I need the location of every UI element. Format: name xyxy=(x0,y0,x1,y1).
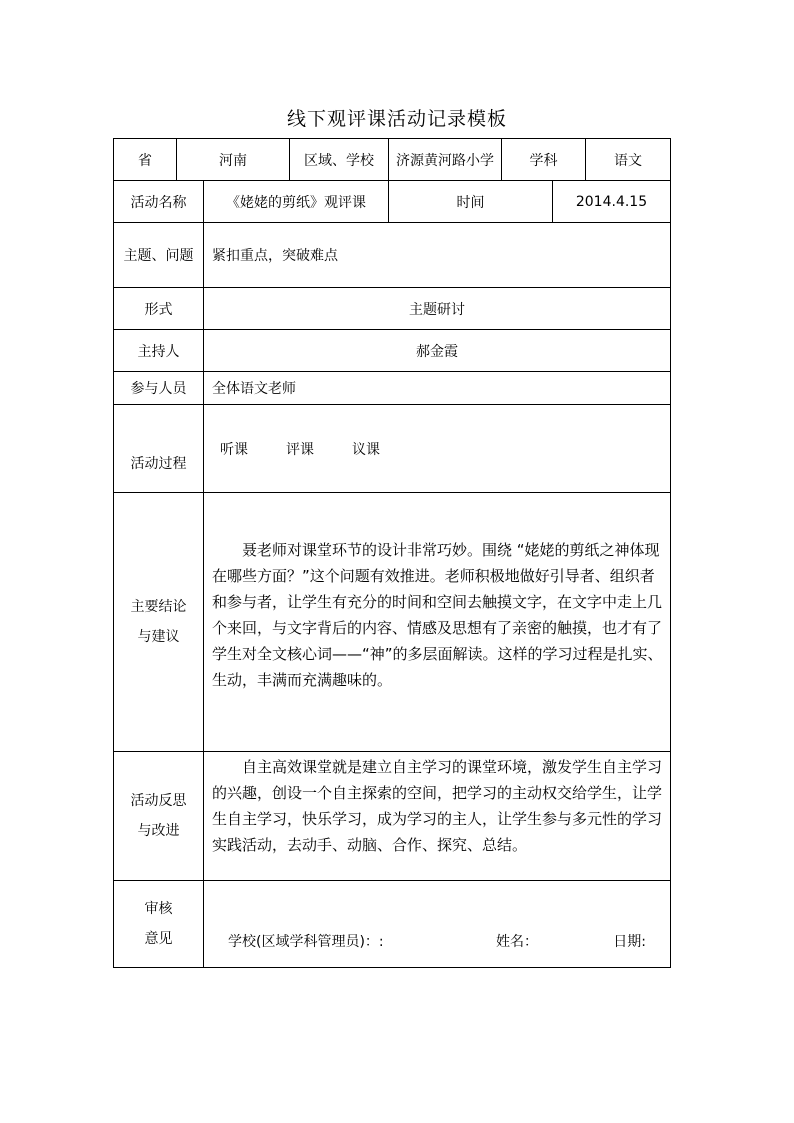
process-row xyxy=(114,405,671,493)
host-value: 郝金霞 xyxy=(204,330,671,372)
subject-value: 语文 xyxy=(586,139,671,181)
region-label: 区域、学校 xyxy=(290,139,389,181)
participants-label: 参与人员 xyxy=(114,372,204,405)
reflection-text: 自主高效课堂就是建立自主学习的课堂环境，激发学生自主学习的兴趣，创设一个自主探索的空间，把学习的主动权交给学生，让学生自主学习，快乐学习，成为学习的主人，让学生参与多元性的学习实践活动，去动手、动脑、合作、探究、总结。 xyxy=(212,758,663,854)
participants-value: 全体语文老师 xyxy=(204,372,671,405)
conclusion-label-line2: 与建议 xyxy=(137,629,180,645)
host-label: 主持人 xyxy=(114,330,204,372)
time-label: 时间 xyxy=(389,181,553,223)
time-value: 2014.4.15 xyxy=(553,181,671,223)
activity-value: 《姥姥的剪纸》观评课 xyxy=(204,181,389,223)
review-name: 姓名： xyxy=(496,934,538,950)
reflection-label xyxy=(114,752,204,881)
region-value: 济源黄河路小学 xyxy=(389,139,502,181)
review-signature-line xyxy=(204,931,670,951)
review-cell xyxy=(204,881,671,968)
reflection-label-line2: 与改进 xyxy=(137,823,180,839)
process-item-evaluate: 评课 xyxy=(286,442,314,458)
review-label xyxy=(114,881,204,968)
reflection-label-line1: 活动反思 xyxy=(130,793,187,809)
page-title: 线下观评课活动记录模板 xyxy=(286,108,507,130)
activity-row xyxy=(114,181,671,223)
form-label: 形式 xyxy=(114,288,204,330)
conclusion-row xyxy=(114,493,671,752)
topic-row xyxy=(114,223,671,288)
form-row xyxy=(114,288,671,330)
topic-value: 紧扣重点，突破难点 xyxy=(204,223,671,288)
process-item-listen: 听课 xyxy=(220,442,248,458)
process-items xyxy=(204,405,671,493)
reflection-row xyxy=(114,752,671,881)
review-row xyxy=(114,881,671,968)
province-value: 河南 xyxy=(177,139,290,181)
conclusion-label xyxy=(114,493,204,752)
conclusion-cell xyxy=(204,493,671,752)
review-date: 日期: xyxy=(613,934,646,950)
subject-label: 学科 xyxy=(502,139,586,181)
form-value: 主题研讨 xyxy=(204,288,671,330)
process-label: 活动过程 xyxy=(114,405,204,493)
conclusion-text: 聂老师对课堂环节的设计非常巧妙。围绕 “姥姥的剪纸之神体现在哪些方面？”这个问题有效推进。老师积极地做好引导者、组织者和参与者，让学生有充分的时间和空间去触摸文字，在文字中走上几个来回，与文字背后的内容、情感及思想有了亲密的触摸，也才有了学生对全文核心词——“神”的多层面解读。这样的学习过程是扎实、生动，丰满而充满趣味的。 xyxy=(212,541,663,689)
activity-label: 活动名称 xyxy=(114,181,204,223)
record-table xyxy=(113,138,671,968)
province-label: 省 xyxy=(114,139,177,181)
review-label-line1: 审核 xyxy=(144,901,173,917)
process-item-discuss: 议课 xyxy=(352,442,380,458)
reflection-cell xyxy=(204,752,671,881)
review-label-line2: 意见 xyxy=(144,931,173,947)
review-school: 学校(区域学科管理员)：: xyxy=(228,934,384,950)
topic-label: 主题、问题 xyxy=(114,223,204,288)
host-row xyxy=(114,330,671,372)
participants-row xyxy=(114,372,671,405)
conclusion-label-line1: 主要结论 xyxy=(130,599,187,615)
basic-info-row xyxy=(114,139,671,181)
